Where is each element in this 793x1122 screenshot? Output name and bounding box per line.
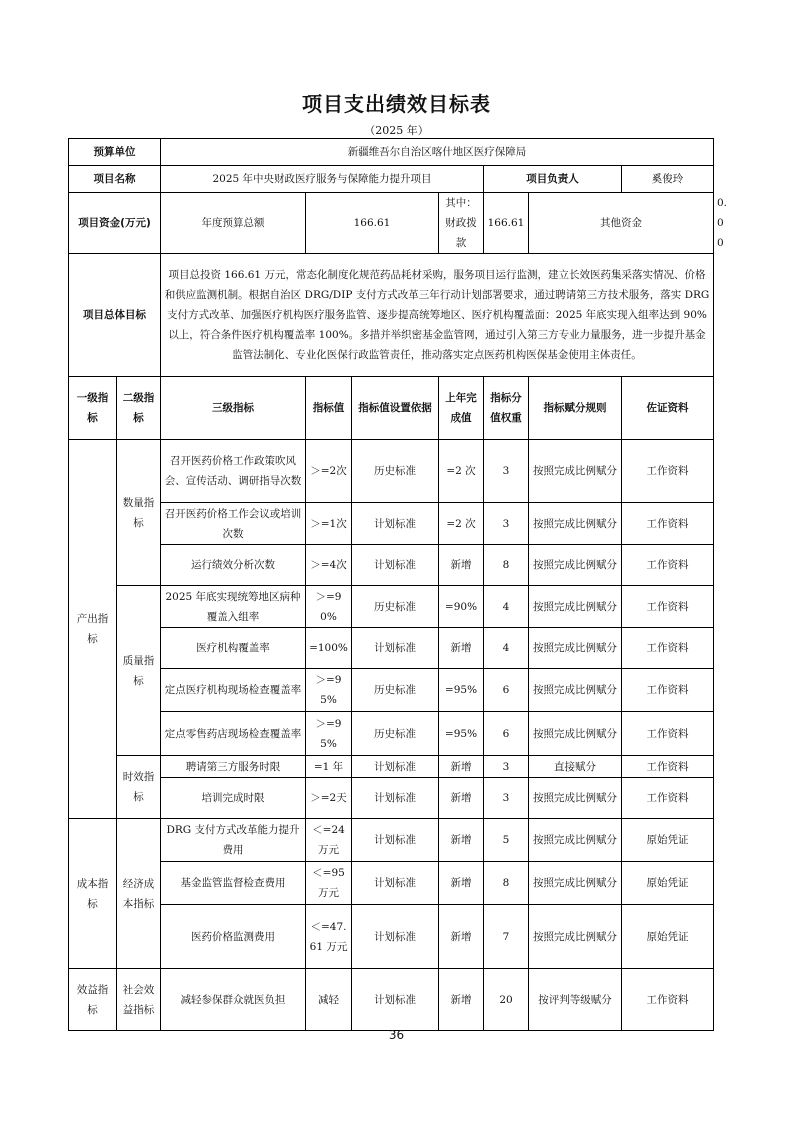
table-row bbox=[69, 778, 714, 819]
indicator-evidence: 工作资料 bbox=[622, 586, 714, 628]
indicator-name: DRG 支付方式改革能力提升费用 bbox=[161, 819, 306, 862]
indicator-name: 召开医药价格工作会议或培训次数 bbox=[161, 503, 306, 545]
indicator-name: 2025 年底实现统筹地区病种覆盖入组率 bbox=[161, 586, 306, 628]
other-fund-label: 其他资金 bbox=[529, 193, 714, 254]
indicator-evidence: 工作资料 bbox=[622, 669, 714, 712]
table-row bbox=[69, 862, 714, 905]
indicator-weight: 8 bbox=[484, 862, 529, 905]
indicator-name: 运行绩效分析次数 bbox=[161, 545, 306, 586]
group-output: 产出指标 bbox=[69, 440, 117, 819]
indicator-weight: 5 bbox=[484, 819, 529, 862]
header-evidence: 佐证资料 bbox=[622, 377, 714, 440]
indicator-basis: 计划标准 bbox=[352, 503, 439, 545]
indicator-weight: 3 bbox=[484, 756, 529, 778]
indicator-name: 医药价格监测费用 bbox=[161, 905, 306, 969]
indicator-weight: 3 bbox=[484, 778, 529, 819]
indicator-rule: 按照完成比例赋分 bbox=[529, 440, 622, 503]
indicator-basis: 计划标准 bbox=[352, 969, 439, 1031]
fiscal-label: 其中：财政拨款 bbox=[439, 193, 484, 254]
indicator-basis: 计划标准 bbox=[352, 545, 439, 586]
year-label: （2025 年） bbox=[364, 124, 429, 137]
indicator-name: 聘请第三方服务时限 bbox=[161, 756, 306, 778]
header-rule: 指标赋分规则 bbox=[529, 377, 622, 440]
indicator-name: 培训完成时限 bbox=[161, 778, 306, 819]
indicator-value: ＞=4次 bbox=[306, 545, 352, 586]
indicator-last: 新增 bbox=[439, 862, 484, 905]
table-row bbox=[69, 545, 714, 586]
indicator-weight: 4 bbox=[484, 586, 529, 628]
table-row bbox=[69, 669, 714, 712]
indicator-evidence: 原始凭证 bbox=[622, 905, 714, 969]
group-economic: 经济成本指标 bbox=[117, 819, 161, 969]
indicator-weight: 20 bbox=[484, 969, 529, 1031]
indicator-name: 减轻参保群众就医负担 bbox=[161, 969, 306, 1031]
indicator-basis: 计划标准 bbox=[352, 905, 439, 969]
indicator-rule: 按评判等级赋分 bbox=[529, 969, 622, 1031]
group-cost: 成本指标 bbox=[69, 819, 117, 969]
indicator-rule: 直接赋分 bbox=[529, 756, 622, 778]
project-name-value: 2025 年中央财政医疗服务与保障能力提升项目 bbox=[161, 166, 484, 193]
annual-budget-label: 年度预算总额 bbox=[161, 193, 306, 254]
table-row bbox=[69, 628, 714, 669]
indicator-last: 新增 bbox=[439, 756, 484, 778]
indicator-evidence: 原始凭证 bbox=[622, 862, 714, 905]
indicator-evidence: 工作资料 bbox=[622, 440, 714, 503]
indicator-weight: 4 bbox=[484, 628, 529, 669]
group-quality: 质量指标 bbox=[117, 586, 161, 756]
indicator-basis: 计划标准 bbox=[352, 778, 439, 819]
indicator-evidence: 工作资料 bbox=[622, 969, 714, 1031]
indicator-evidence: 工作资料 bbox=[622, 545, 714, 586]
indicator-last: 新增 bbox=[439, 969, 484, 1031]
header-level2: 二级指标 bbox=[117, 377, 161, 440]
indicator-last: =90% bbox=[439, 586, 484, 628]
indicator-basis: 历史标准 bbox=[352, 712, 439, 756]
header-level3: 三级指标 bbox=[161, 377, 306, 440]
group-quantity: 数量指标 bbox=[117, 440, 161, 586]
indicator-basis: 历史标准 bbox=[352, 586, 439, 628]
budget-unit-label: 预算单位 bbox=[69, 139, 161, 166]
performance-target-table: 预算单位 新疆维吾尔自治区喀什地区医疗保障局 项目名称 2025 年中央财政医疗服务与保障能力提升项目 项目负责人 奚俊玲 项目资金(万元) 年度预算总额 166.61 其中：财政拨款 166.61 其他资金 0.00 项目总体目标 项目总投资 166.61 万元，常态化制度化规范药品耗材采购，服务项目运行监测，建立长效医药集采落实情况、价格和供应监测机制。根据自治区 DRG/DIP 支付方式改革三年行动计划部署要求，通过聘请第三方技术服务，落实 DRG 支付方式改革、加强医疗机构医疗服务监管、逐步提高统筹地区、医疗机构覆盖面：2025 年底实现入组率达到 90%以上，符合条件医疗机构覆盖率 100%。多措并举织密基金监管网，通过引入第三方专业力量服务，进一步提升基金监管法制化、专业化医保行政监管责任，推动落实定点医药机构医保基金使用主体责任。 一级指标 二级指标 三级指标 指标值 指标值设置依据 上年完成值 指标分值权重 指标赋分规则 佐证资料 产出指标 数量指标 召开医药价格工作政策吹风会、宣传活动、调研指导次数 ＞=2次 历史标准 =2 次 3 按照完成比例赋分 工作资料 召开医药价格工作会议或培训次数 ＞=1次 计划标准 =2 次 3 按照完成比例赋分 工作资料 运行绩效分析次数 ＞=4次 计划标准 新增 8 按照完成比例赋分 工作资料 质量指标 2025 年底实现统筹地区病种覆盖入组率 ＞=90% 历史标准 =90% 4 按照完成比例赋分 工作资料 医疗机构覆盖率 =100% 计划标准 新增 4 按照完成比例赋分 工作资料 定点医疗机构现场检查覆盖率 ＞=95% 历史标准 =95% 6 按照完成比例赋分 工作资料 定点零售药店现场检查覆盖率 ＞=95% 历史标准 =95% 6 按照完成比例赋分 工作资料 时效指标 聘请第三方服务时限 =1 年 计划标准 新增 3 直接赋分 工作资料 培训完成时限 ＞=2天 计划标准 新增 3 按照完成比例赋分 工作资料 成本指标 经济成本指标 DRG 支付方式改革能力提升费用 ＜=24万元 计划标准 新增 5 按照完成比例赋分 原始凭证 基金监管监督检查费用 ＜=95万元 计划标准 新增 8 按照完成比例赋分 原始凭证 医药价格监测费用 ＜=47.61 万元 计划标准 新增 7 按照完成比例赋分 原始凭证 效益指标 社会效益指标 减轻参保群众就医负担 减轻 计划标准 新增 20 按评判等级赋分 工作资料 bbox=[68, 138, 714, 1031]
budget-unit-value: 新疆维吾尔自治区喀什地区医疗保障局 bbox=[161, 139, 714, 166]
indicator-evidence: 工作资料 bbox=[622, 778, 714, 819]
project-leader-value: 奚俊玲 bbox=[622, 166, 714, 193]
indicator-rule: 按照完成比例赋分 bbox=[529, 862, 622, 905]
indicator-weight: 7 bbox=[484, 905, 529, 969]
page-title: 项目支出绩效目标表 bbox=[302, 92, 491, 116]
indicator-name: 基金监管监督检查费用 bbox=[161, 862, 306, 905]
indicator-rule: 按照完成比例赋分 bbox=[529, 669, 622, 712]
indicator-value: ＞=1次 bbox=[306, 503, 352, 545]
indicator-rule: 按照完成比例赋分 bbox=[529, 586, 622, 628]
indicator-name: 医疗机构覆盖率 bbox=[161, 628, 306, 669]
indicator-value: ＜=47.61 万元 bbox=[306, 905, 352, 969]
indicator-rule: 按照完成比例赋分 bbox=[529, 545, 622, 586]
header-last-year: 上年完成值 bbox=[439, 377, 484, 440]
indicator-value: ＞=2次 bbox=[306, 440, 352, 503]
indicator-basis: 计划标准 bbox=[352, 862, 439, 905]
indicator-rule: 按照完成比例赋分 bbox=[529, 628, 622, 669]
indicator-rule: 按照完成比例赋分 bbox=[529, 819, 622, 862]
annual-budget-value: 166.61 bbox=[306, 193, 439, 254]
indicator-weight: 6 bbox=[484, 669, 529, 712]
indicator-evidence: 原始凭证 bbox=[622, 819, 714, 862]
group-social: 社会效益指标 bbox=[117, 969, 161, 1031]
header-level1: 一级指标 bbox=[69, 377, 117, 440]
indicator-weight: 6 bbox=[484, 712, 529, 756]
indicator-last: 新增 bbox=[439, 545, 484, 586]
page-number: 36 bbox=[388, 1028, 405, 1042]
indicator-value: ＞=90% bbox=[306, 586, 352, 628]
table-row bbox=[69, 819, 714, 862]
indicator-rule: 按照完成比例赋分 bbox=[529, 712, 622, 756]
indicator-last: 新增 bbox=[439, 905, 484, 969]
indicator-evidence: 工作资料 bbox=[622, 503, 714, 545]
indicator-weight: 3 bbox=[484, 440, 529, 503]
header-value: 指标值 bbox=[306, 377, 352, 440]
indicator-name: 定点零售药店现场检查覆盖率 bbox=[161, 712, 306, 756]
group-benefit: 效益指标 bbox=[69, 969, 117, 1031]
fiscal-value: 166.61 bbox=[484, 193, 529, 254]
indicator-value: ＞=95% bbox=[306, 712, 352, 756]
indicator-basis: 计划标准 bbox=[352, 628, 439, 669]
indicator-last: =95% bbox=[439, 712, 484, 756]
header-weight: 指标分值权重 bbox=[484, 377, 529, 440]
indicator-rule: 按照完成比例赋分 bbox=[529, 905, 622, 969]
indicator-last: =2 次 bbox=[439, 503, 484, 545]
table-row bbox=[69, 905, 714, 969]
indicator-weight: 8 bbox=[484, 545, 529, 586]
indicator-last: 新增 bbox=[439, 819, 484, 862]
indicator-value: ＞=95% bbox=[306, 669, 352, 712]
project-name-label: 项目名称 bbox=[69, 166, 161, 193]
overall-goal-label: 项目总体目标 bbox=[69, 254, 161, 377]
group-timeliness: 时效指标 bbox=[117, 756, 161, 819]
indicator-last: =2 次 bbox=[439, 440, 484, 503]
indicator-last: 新增 bbox=[439, 628, 484, 669]
table-row bbox=[69, 586, 714, 628]
indicator-name: 定点医疗机构现场检查覆盖率 bbox=[161, 669, 306, 712]
indicator-last: 新增 bbox=[439, 778, 484, 819]
indicator-last: =95% bbox=[439, 669, 484, 712]
table-row bbox=[69, 969, 714, 1031]
indicator-basis: 计划标准 bbox=[352, 756, 439, 778]
project-fund-label: 项目资金(万元) bbox=[69, 193, 161, 254]
indicator-value: ＜=95万元 bbox=[306, 862, 352, 905]
project-leader-label: 项目负责人 bbox=[484, 166, 622, 193]
indicator-name: 召开医药价格工作政策吹风会、宣传活动、调研指导次数 bbox=[161, 440, 306, 503]
indicator-basis: 历史标准 bbox=[352, 669, 439, 712]
indicator-rule: 按照完成比例赋分 bbox=[529, 778, 622, 819]
table-row bbox=[69, 756, 714, 778]
indicator-basis: 历史标准 bbox=[352, 440, 439, 503]
indicator-evidence: 工作资料 bbox=[622, 712, 714, 756]
indicator-value: ＞=2天 bbox=[306, 778, 352, 819]
indicator-basis: 计划标准 bbox=[352, 819, 439, 862]
indicator-value: =100% bbox=[306, 628, 352, 669]
table-row bbox=[69, 503, 714, 545]
overall-goal-text: 项目总投资 166.61 万元，常态化制度化规范药品耗材采购，服务项目运行监测，建立长效医药集采落实情况、价格和供应监测机制。根据自治区 DRG/DIP 支付方式改革三年行动计划部署要求，通过聘请第三方技术服务，落实 DRG 支付方式改革、加强医疗机构医疗服务监管、逐步提高统筹地区、医疗机构覆盖面：2025 年底实现入组率达到 90%以上，符合条件医疗机构覆盖率 100%。多措并举织密基金监管网，通过引入第三方专业力量服务，进一步提升基金监管法制化、专业化医保行政监管责任，推动落实定点医药机构医保基金使用主体责任。 bbox=[161, 254, 714, 377]
table-row bbox=[69, 712, 714, 756]
indicator-value: ＜=24万元 bbox=[306, 819, 352, 862]
indicator-value: =1 年 bbox=[306, 756, 352, 778]
header-basis: 指标值设置依据 bbox=[352, 377, 439, 440]
indicator-value: 减轻 bbox=[306, 969, 352, 1031]
indicator-weight: 3 bbox=[484, 503, 529, 545]
indicator-rule: 按照完成比例赋分 bbox=[529, 503, 622, 545]
table-row bbox=[69, 440, 714, 503]
indicator-evidence: 工作资料 bbox=[622, 628, 714, 669]
indicator-evidence: 工作资料 bbox=[622, 756, 714, 778]
